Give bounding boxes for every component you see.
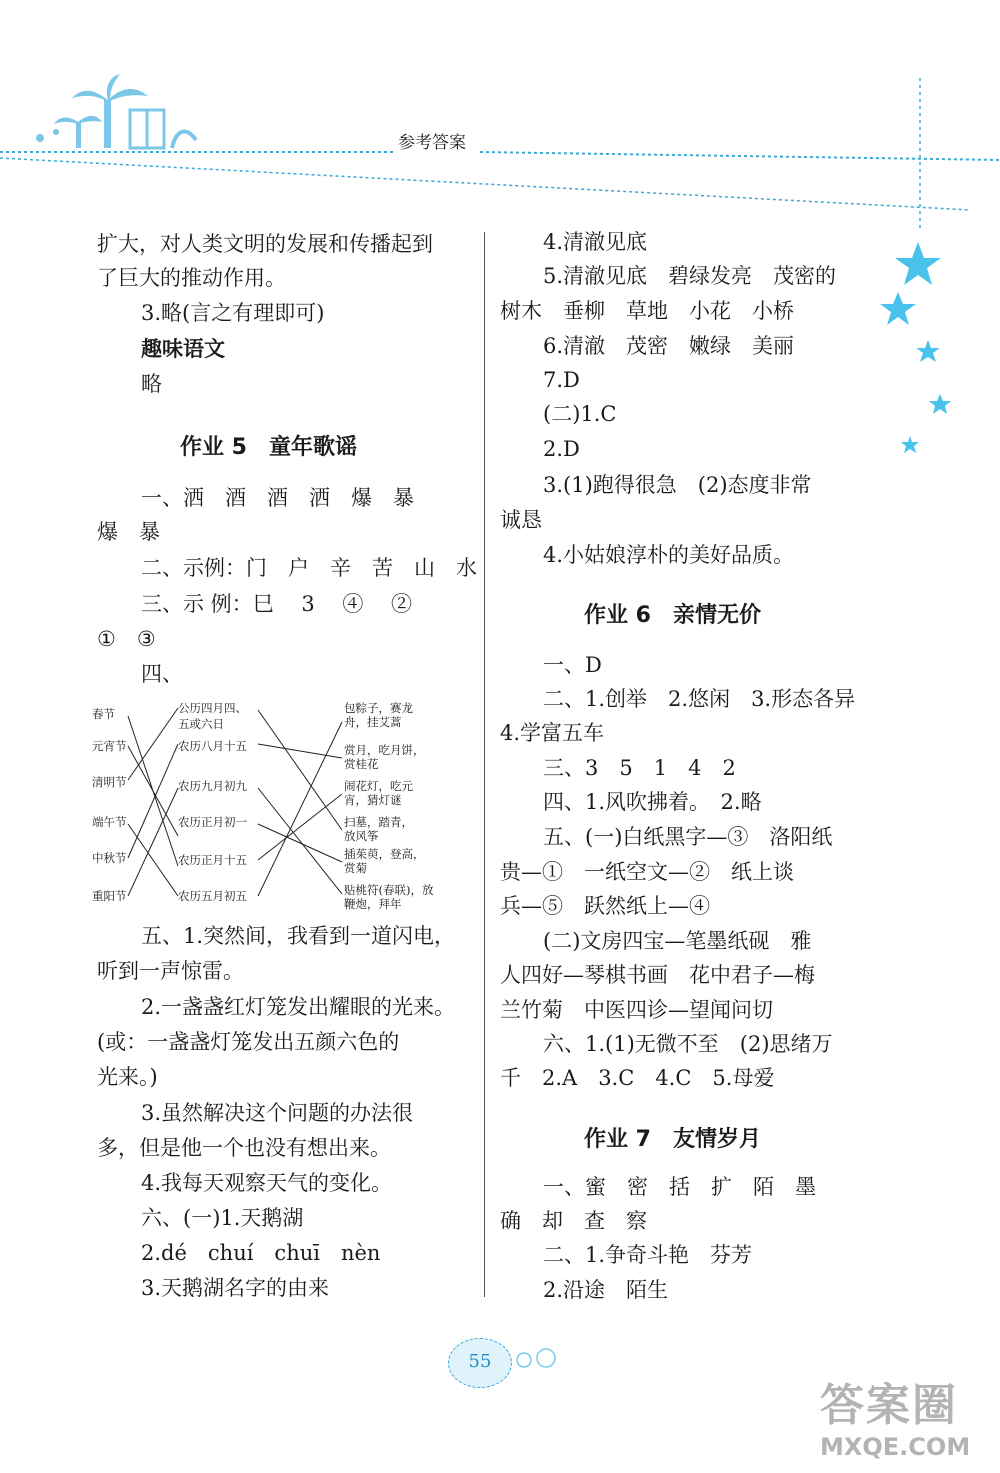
watermark-logo: 答案圈 xyxy=(820,1380,958,1431)
answer-line: (二)文房四宝—笔墨纸砚 雅 xyxy=(543,929,812,953)
answer-line: 4.清澈见底 xyxy=(543,230,648,254)
custom-label: 闹花灯，吃元 xyxy=(344,779,413,793)
answer-line: 确 却 查 察 xyxy=(500,1209,647,1233)
answer-line: 3.天鹅湖名字的由来 xyxy=(141,1276,330,1300)
answer-line: 五、1.突然间，我看到一道闪电， xyxy=(141,924,456,948)
section-label: 趣味语文 xyxy=(141,337,225,361)
festival-label: 端午节 xyxy=(92,815,127,829)
answer-line: 听到一声惊雷。 xyxy=(97,959,244,983)
custom-label: 放风筝 xyxy=(344,829,379,843)
answer-line: 5.清澈见底 碧绿发亮 茂密的 xyxy=(543,264,837,288)
answer-line: 6.清澈 茂密 嫩绿 美丽 xyxy=(543,334,795,358)
star-icon xyxy=(929,394,951,414)
date-label: 农历正月十五 xyxy=(178,853,247,867)
custom-label: 赏月，吃月饼， xyxy=(344,743,425,757)
date-label: 农历九月初九 xyxy=(178,779,247,793)
answer-line: 兵—⑤ 跃然纸上—④ xyxy=(500,894,710,918)
answer-line: 四、 xyxy=(141,662,183,686)
answer-line: 了巨大的推动作用。 xyxy=(97,266,286,290)
answer-line: 7.D xyxy=(543,368,580,392)
festival-label: 重阳节 xyxy=(92,889,127,903)
answer-line: 树木 垂柳 草地 小花 小桥 xyxy=(500,299,794,323)
answer-line: 千 2.A 3.C 4.C 5.母爱 xyxy=(500,1066,775,1090)
answer-line: 4.学富五车 xyxy=(500,721,605,745)
answer-line: 3.虽然解决这个问题的办法很 xyxy=(141,1101,414,1125)
answer-line: 4.小姑娘淳朴的美好品质。 xyxy=(543,543,795,567)
custom-label: 贴桃符(春联)，放 xyxy=(344,883,434,897)
answer-line: 3.(1)跑得很急 (2)态度非常 xyxy=(543,473,812,497)
column-divider xyxy=(484,232,485,1297)
answer-line: 人四好—琴棋书画 花中君子—梅 xyxy=(500,963,815,987)
star-icon xyxy=(895,242,941,285)
answer-line: 2.D xyxy=(543,437,580,461)
star-icon xyxy=(901,436,919,453)
custom-label: 包粽子，赛龙 xyxy=(344,701,413,715)
answer-line: 六、1.(1)无微不至 (2)思绪万 xyxy=(543,1032,833,1056)
answer-line: 2.dé chuí chuī nèn xyxy=(141,1241,381,1265)
star-icon xyxy=(880,292,916,325)
festival-label: 元宵节 xyxy=(92,739,127,753)
page-number: 55 xyxy=(468,1351,492,1372)
answer-line: 爆 暴 xyxy=(97,520,160,544)
custom-label: 扫墓，踏青， xyxy=(344,815,413,829)
answer-line: 三、示 例：巳 3 ④ ② xyxy=(141,592,413,616)
custom-label: 鞭炮，拜年 xyxy=(344,897,402,911)
answer-line: 扩大，对人类文明的发展和传播起到 xyxy=(97,232,433,256)
answer-line: 二、1.创举 2.悠闲 3.形态各异 xyxy=(543,687,856,711)
site-watermark xyxy=(820,1380,992,1468)
answer-line: 略 xyxy=(141,372,162,396)
answer-line: 三、3 5 1 4 2 xyxy=(543,756,736,780)
answer-line: (二)1.C xyxy=(543,402,617,426)
date-label: 公历四月四、 xyxy=(178,701,247,715)
answer-line: 2.一盏盏红灯笼发出耀眼的光来。 xyxy=(141,995,456,1019)
assignment-heading-7: 作业 7 友情岁月 xyxy=(584,1127,761,1152)
answer-line: (或：一盏盏灯笼发出五颜六色的 xyxy=(97,1030,400,1054)
answer-line: 四、1.风吹拂着。 2.略 xyxy=(543,790,762,814)
answer-line: 3.略(言之有理即可) xyxy=(141,301,325,325)
festival-label: 中秋节 xyxy=(92,851,127,865)
star-icon xyxy=(916,340,940,362)
answer-line: 多，但是他一个也没有想出来。 xyxy=(97,1136,391,1160)
answer-line: 2.沿途 陌生 xyxy=(543,1278,669,1302)
answer-line: 贵—① 一纸空文—② 纸上谈 xyxy=(500,860,794,884)
answer-line: 诚恳 xyxy=(500,508,542,532)
answer-line: 一、D xyxy=(543,653,602,677)
custom-label: 宵，猜灯谜 xyxy=(344,793,402,807)
festival-matching-diagram xyxy=(90,698,470,916)
date-label: 五或六日 xyxy=(178,717,224,731)
date-label: 农历五月初五 xyxy=(178,889,247,903)
answer-line: 六、(一)1.天鹅湖 xyxy=(141,1206,304,1230)
date-label: 农历正月初一 xyxy=(178,815,247,829)
answer-line: 五、(一)白纸黑字—③ 洛阳纸 xyxy=(543,825,833,849)
header-decoration xyxy=(0,0,1000,230)
page-header-title: 参考答案 xyxy=(398,133,466,153)
answer-line: 二、1.争奇斗艳 芬芳 xyxy=(543,1243,753,1267)
custom-label: 赏桂花 xyxy=(344,757,379,771)
assignment-heading-6: 作业 6 亲情无价 xyxy=(584,603,761,628)
answer-line: 4.我每天观察天气的变化。 xyxy=(141,1171,393,1195)
festival-label: 春节 xyxy=(92,707,115,721)
answer-line: 二、示例：门 户 辛 苦 山 水 xyxy=(141,556,477,580)
answer-line: 光来。) xyxy=(97,1065,158,1089)
answer-line: 一、蜜 密 括 扩 陌 墨 xyxy=(543,1175,816,1199)
custom-label: 舟，挂艾蒿 xyxy=(344,715,402,729)
bubble-decoration xyxy=(512,1346,562,1376)
answer-line: ① ③ xyxy=(97,627,156,651)
custom-label: 插茱萸，登高， xyxy=(344,847,425,861)
page-number-badge xyxy=(448,1338,512,1388)
watermark-url: MXQE.COM xyxy=(820,1433,971,1461)
assignment-heading-5: 作业 5 童年歌谣 xyxy=(180,435,357,460)
palm-tree-icon xyxy=(36,74,196,148)
answer-line: 兰竹菊 中医四诊—望闻问切 xyxy=(500,998,773,1022)
custom-label: 赏菊 xyxy=(344,861,367,875)
star-decoration xyxy=(870,230,960,470)
festival-label: 清明节 xyxy=(92,775,127,789)
answer-line: 一、洒 酒 酒 洒 爆 暴 xyxy=(141,486,414,510)
date-label: 农历八月十五 xyxy=(178,739,247,753)
